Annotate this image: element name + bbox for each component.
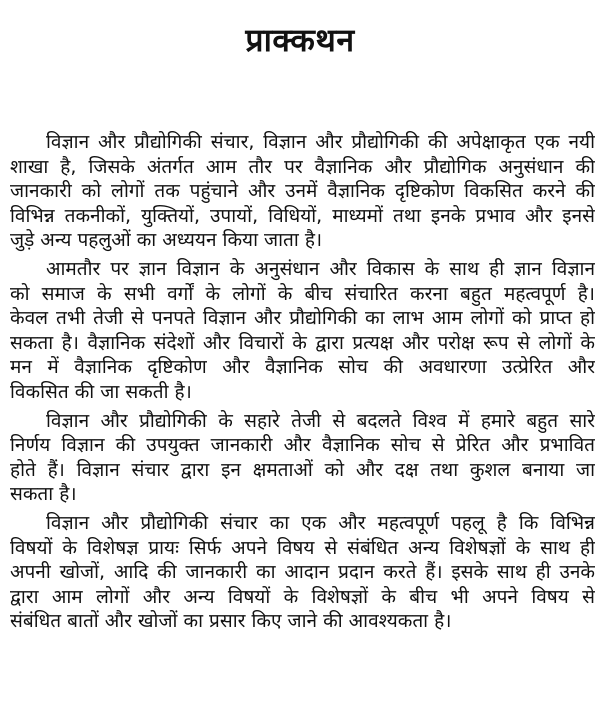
document-body [10, 130, 595, 638]
text-line: को समाज के सभी वर्गों के लोगों के बीच संचारित करना बहुत महत्वपूर्ण है। [10, 282, 595, 305]
text-line: केवल तभी तेजी से पनपते विज्ञान और प्रौद्योगिकी का लाभ आम लोगों को प्राप्त हो [10, 307, 595, 330]
text-line: विभिन्न तकनीकों, युक्तियों, उपायों, विधियों, माध्यमों तथा इनके प्रभाव और इनसे [10, 204, 595, 227]
text-line: आमतौर पर ज्ञान विज्ञान के अनुसंधान और विकास के साथ ही ज्ञान विज्ञान [46, 257, 595, 280]
text-line: विज्ञान और प्रौद्योगिकी के सहारे तेजी से बदलते विश्व में हमारे बहुत सारे [46, 409, 595, 432]
text-line: अपनी खोजों, आदि की जानकारी का आदान प्रदान करते हैं। इसके साथ ही उनके [10, 561, 595, 584]
text-line: होते हैं। विज्ञान संचार द्वारा इन क्षमताओं को और दक्ष तथा कुशल बनाया जा [10, 458, 595, 481]
text-line: जानकारी को लोगों तक पहुंचाने और उनमें वैज्ञानिक दृष्टिकोण विकसित करने की [10, 180, 595, 203]
paragraph [10, 409, 595, 507]
paragraph [10, 257, 595, 405]
text-line: सकता है। वैज्ञानिक संदेशों और विचारों के द्वारा प्रत्यक्ष और परोक्ष रूप से लोगों के [10, 331, 595, 354]
text-line: शाखा है, जिसके अंतर्गत आम तौर पर वैज्ञानिक और प्रौद्योगिक अनुसंधान की [10, 155, 595, 178]
text-line: जुड़े अन्य पहलुओं का अध्ययन किया जाता है। [10, 229, 323, 252]
paragraph [10, 130, 595, 253]
page-title: प्राक्कथन [245, 21, 355, 59]
text-line: विकसित की जा सकती है। [10, 380, 192, 403]
text-line: सकता है। [10, 483, 77, 506]
paragraph [10, 511, 595, 634]
text-line: निर्णय विज्ञान की उपयुक्त जानकारी और वैज्ञानिक सोच से प्रेरित और प्रभावित [10, 434, 595, 457]
text-line: संबंधित बातों और खोजों का प्रसार किए जाने की आवश्यकता है। [10, 610, 452, 633]
text-line: विज्ञान और प्रौद्योगिकी संचार का एक और महत्वपूर्ण पहलू है कि विभिन्न [46, 511, 595, 534]
text-line: विज्ञान और प्रौद्योगिकी संचार, विज्ञान और प्रौद्योगिकी की अपेक्षाकृत एक नयी [46, 131, 595, 153]
text-line: मन में वैज्ञानिक दृष्टिकोण और वैज्ञानिक सोच की अवधारणा उत्प्रेरित और [10, 356, 595, 379]
text-line: द्वारा आम लोगों और अन्य विषयों के विशेषज्ञों के बीच भी अपने विषय से [10, 585, 595, 608]
text-line: विषयों के विशेषज्ञ प्रायः सिर्फ अपने विषय से संबंधित अन्य विशेषज्ञों के साथ ही [10, 536, 595, 559]
